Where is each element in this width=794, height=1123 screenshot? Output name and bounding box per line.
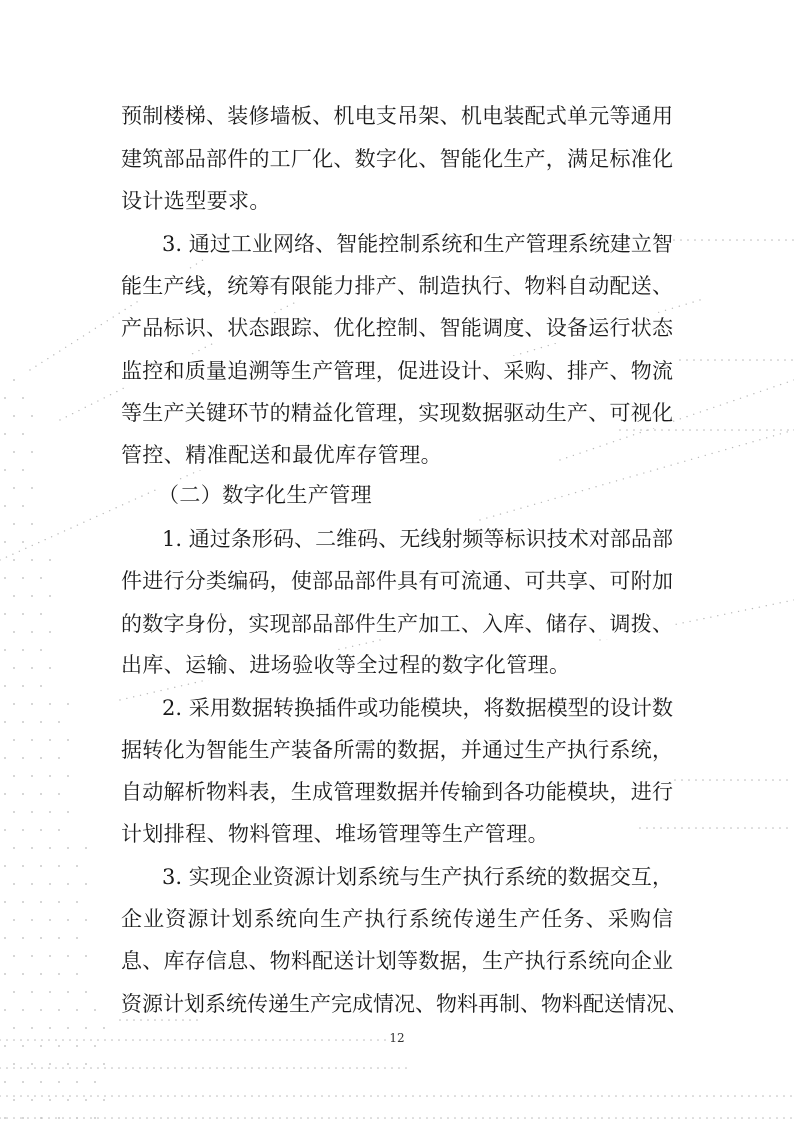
paragraph-line: 自动解析物料表，生成管理数据并传输到各功能模块，进行 [121,777,673,807]
section-heading: （二）数字化生产管理 [158,480,372,510]
paragraph-line: 企业资源计划系统向生产执行系统传递生产任务、采购信 [121,904,673,934]
paragraph-line: 产品标识、状态跟踪、优化控制、智能调度、设备运行状态 [121,313,673,343]
paragraph-line: 能生产线，统筹有限能力排产、制造执行、物料自动配送、 [121,271,673,301]
paragraph-line: 监控和质量追溯等生产管理，促进设计、采购、排产、物流 [121,356,673,386]
paragraph-line: 资源计划系统传递生产完成情况、物料再制、物料配送情况、 [121,989,673,1019]
paragraph-line: 3. 实现企业资源计划系统与生产执行系统的数据交互， [162,862,673,892]
paragraph-line: 的数字身份，实现部品部件生产加工、入库、储存、调拨、 [121,609,673,639]
page-number: 12 [389,1031,405,1045]
paragraph-line: 件进行分类编码，使部品部件具有可流通、可共享、可附加 [121,566,673,596]
paragraph-line: 1. 通过条形码、二维码、无线射频等标识技术对部品部 [162,524,673,554]
paragraph-line: 建筑部品部件的工厂化、数字化、智能化生产，满足标准化 [121,144,673,174]
paragraph-line: 等生产关键环节的精益化管理，实现数据驱动生产、可视化 [121,398,673,428]
paragraph-line: 预制楼梯、装修墙板、机电支吊架、机电装配式单元等通用 [121,101,673,131]
paragraph-line: 息、库存信息、物料配送计划等数据，生产执行系统向企业 [121,946,673,976]
paragraph-line: 设计选型要求。 [121,186,271,216]
paragraph-line: 出库、运输、进场验收等全过程的数字化管理。 [121,650,570,680]
paragraph-line: 2. 采用数据转换插件或功能模块，将数据模型的设计数 [162,693,673,723]
paragraph-line: 计划排程、物料管理、堆场管理等生产管理。 [121,819,549,849]
paragraph-line: 管控、精准配送和最优库存管理。 [121,440,442,470]
paragraph-line: 3. 通过工业网络、智能控制系统和生产管理系统建立智 [162,229,673,259]
paragraph-line: 据转化为智能生产装备所需的数据，并通过生产执行系统， [121,735,673,765]
